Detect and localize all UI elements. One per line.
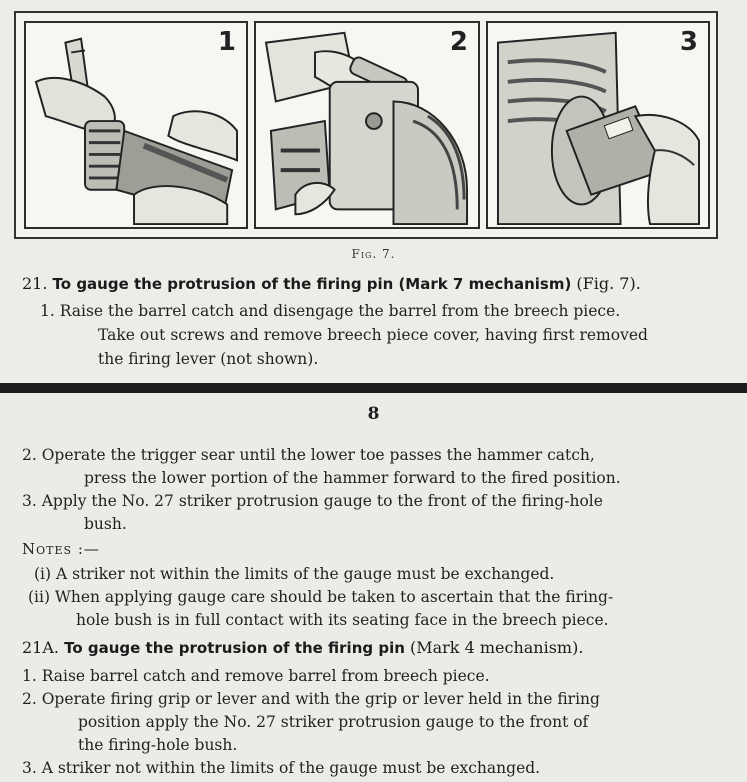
hand-operating-breech-mechanism-illustration (256, 23, 478, 227)
figure-panel-3 (486, 21, 710, 229)
figure-panel-2 (254, 21, 480, 229)
figure-caption: Fig. 7. (351, 247, 396, 261)
page-divider (0, 383, 747, 393)
notes-label: Notes :— (22, 540, 100, 558)
step-line: 2. Operate firing grip or lever and with the grip or lever held in the firing (22, 690, 600, 708)
step-line: the firing lever (not shown). (98, 350, 319, 368)
section-title: To gauge the protrusion of the firing pin (64, 639, 405, 657)
section-21-heading (22, 274, 641, 293)
note-line: (i) A striker not within the limits of the gauge must be exchanged. (34, 565, 555, 583)
section-number: 21A. (22, 638, 59, 657)
section-title: To gauge the protrusion of the firing pin (52, 275, 394, 293)
step-line: Take out screws and remove breech piece cover, having first removed (98, 326, 648, 344)
figure-reference: (Fig. 7). (576, 274, 641, 293)
note-line: (ii) When applying gauge care should be taken to ascertain that the firing- (28, 588, 614, 606)
step-line: bush. (84, 515, 127, 533)
hand-holding-protrusion-gauge-illustration (488, 23, 708, 227)
step-line: the firing-hole bush. (78, 736, 238, 754)
step-line: 1. Raise the barrel catch and disengage the barrel from the breech piece. (40, 302, 621, 320)
panel-number: 2 (449, 27, 468, 57)
step-line: 1. Raise barrel catch and remove barrel from breech piece. (22, 667, 490, 685)
page-number: 8 (367, 404, 380, 424)
step-line: press the lower portion of the hammer forward to the fired position. (84, 469, 621, 487)
note-line: hole bush is in full contact with its seating face in the breech piece. (76, 611, 609, 629)
section-number: 21. (22, 274, 48, 293)
hand-with-gauge-on-barrel-illustration (26, 23, 246, 227)
section-21a-heading (22, 638, 583, 657)
figure-panel-1 (24, 21, 248, 229)
panel-number: 3 (679, 27, 698, 57)
step-line: 3. Apply the No. 27 striker protrusion gauge to the front of the firing-hole (22, 492, 603, 510)
section-subtitle: (Mark 7 mechanism) (398, 275, 572, 293)
figure-frame (14, 11, 718, 239)
panel-number: 1 (217, 27, 236, 57)
step-line: position apply the No. 27 striker protrusion gauge to the front of (78, 713, 589, 731)
step-line: 2. Operate the trigger sear until the lower toe passes the hammer catch, (22, 446, 595, 464)
upper-page (0, 0, 747, 383)
step-line: 3. A striker not within the limits of the gauge must be exchanged. (22, 759, 541, 777)
section-subtitle: (Mark 4 mechanism). (409, 638, 584, 657)
